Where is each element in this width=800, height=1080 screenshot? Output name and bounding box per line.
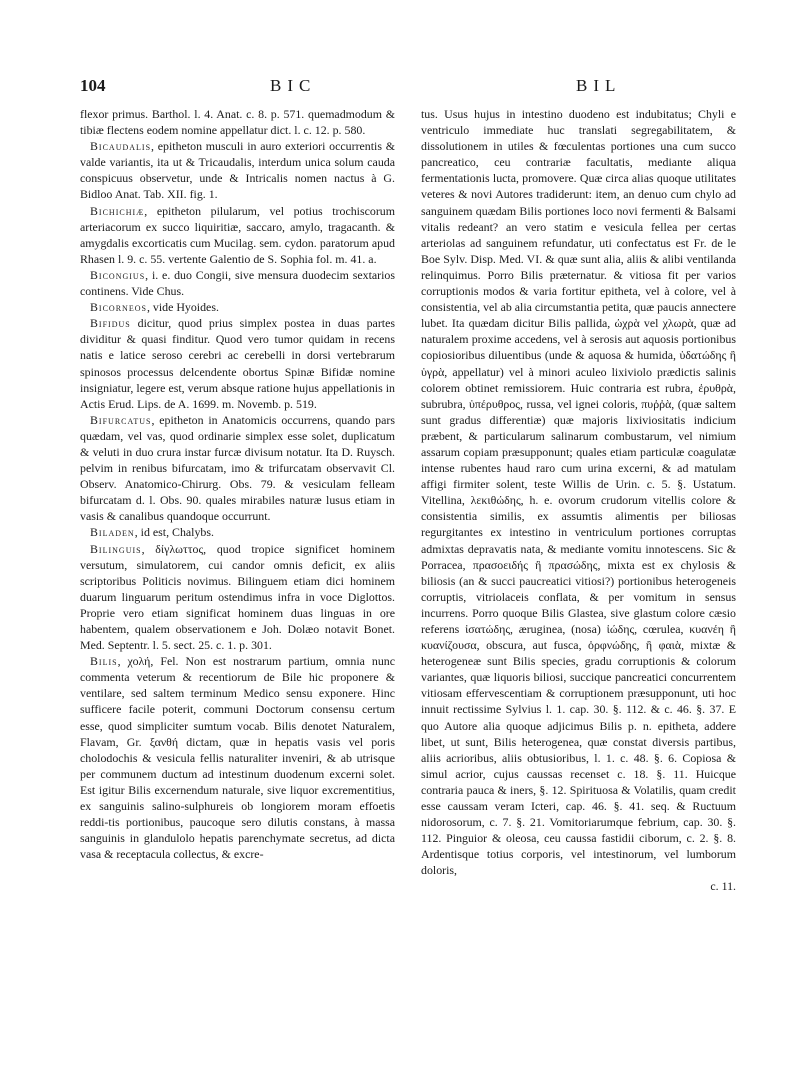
catchword: c. 11. bbox=[710, 878, 736, 893]
right-column bbox=[421, 106, 736, 879]
entry-text: , epitheton musculi in auro exteriori occurrentis & valde variantis, ita ut & Tricaudalis, interdum unica solum cauda conspicuus observetur, unde & Intricalis nomen nactus à G. Bidloo Anat. Tab. XII. fig. 1. bbox=[80, 139, 395, 202]
headword: Bichichiæ bbox=[90, 203, 145, 218]
entry-text: , i. e. duo Congii, sive mensura duodecim sextarios continens. Vide Chus. bbox=[80, 267, 395, 299]
entry-text: , epitheton pilularum, vel potius trochiscorum arteriacorum ex succo liquiritiæ, saccaro, amylo, tragacanth. & amygdalis excorticatis cum Mucilag. sem. cydon. paratorum apud Rhasen l. 9. c. 55. vertente Galentio de S. Sophia fol. m. 41. a. bbox=[80, 203, 395, 266]
left-column-entry bbox=[80, 524, 395, 540]
entry-text: , δίγλωττος, quod tropice significet hominem versutum, simulatorem, cui candor omnis deficit, ex aliis scriptoribus Politicis novimus. Bilinguem etiam dici hominem duarum linguarum peritum ostendimus infra in voce Diglottos. Proprie vero etiam significat hominem duas linguas in ore habentem, qualem observationem e Joh. Dolæo notavit Bonet. Med. Septentr. l. 5. sect. 25. c. 1. p. 301. bbox=[80, 541, 395, 653]
page-number: 104 bbox=[80, 76, 106, 95]
headword: Bilis bbox=[90, 654, 118, 669]
entry-text: , epitheton in Anatomicis occurrens, quando pars quædam, vel vas, quod ordinarie simplex esse solet, duplicatum & veluti in duo crura instar furcæ divisum notatur. Ita D. Ruysch. pelvim in renibus bifurcatam, imo & trifurcatam observavit Cl. Observ. Anatomico-Chirurg. Obs. 79. & vesiculam felleam bifurcatam d. l. Obs. 90. quales mirabiles naturæ lusus etiam in vasis & canalibus quandoque occurrunt. bbox=[80, 412, 395, 524]
headword: Bilinguis bbox=[90, 541, 142, 556]
entry-text: flexor primus. Barthol. l. 4. Anat. c. 8. p. 571. quemadmodum & tibiæ flectens eodem nomine appellatur dict. l. c. 12. p. 580. bbox=[80, 107, 395, 138]
left-column-entry bbox=[80, 412, 395, 525]
running-head-right: BIL bbox=[576, 76, 622, 95]
left-column-entry bbox=[80, 299, 395, 315]
right-column-entry bbox=[421, 106, 736, 879]
left-column bbox=[80, 106, 395, 879]
left-column-entry bbox=[80, 541, 395, 654]
left-column-entry bbox=[80, 203, 395, 267]
left-column-entry bbox=[80, 106, 395, 138]
running-head-left: BIC bbox=[270, 76, 317, 95]
entry-text: , id est, Chalybs. bbox=[134, 525, 214, 540]
headword: Bicongius bbox=[90, 267, 146, 282]
headword: Bifidus bbox=[90, 316, 131, 331]
headword: Biladen bbox=[90, 525, 135, 540]
text-columns bbox=[80, 106, 740, 879]
left-column-entry bbox=[80, 653, 395, 862]
headword: Bifurcatus bbox=[90, 412, 152, 427]
entry-text: dicitur, quod prius simplex postea in duas partes dividitur & quasi finditur. Quod vero tumor quidam in recens natis e latice seroso cerebri ac cerebelli in dorsi vertebrarum spinosos processus delcendente obortus Spinæ Bifidæ nomine insigniatur, legere est, verum absque ratione hujus appellationis in Actis Erud. Lips. de A. 1699. m. Novemb. p. 519. bbox=[80, 316, 395, 411]
entry-text: , χολή, Fel. Non est nostrarum partium, omnia nunc commenta veterum & recentiorum de Bile hic proponere & ventilare, sed saltem terminum Medico sensu exponere. Hinc sufficere facile poterit, communi Doctorum consensu certum esse, quod simpliciter sumtum vocab. Bilis denotet Naturalem, Flavam, Gr. ξανθή dictam, quæ in hepatis vasis vel poris cholodochis & vesicula fellis naturaliter inveniri, & ab utrisque per communem ductum ad intestinum duodenum excerni solet. Est igitur Bilis excernendum naturale, sive liquor excrementitius, ex sanguinis salino-sulphureis ob longiorem moram effoetis reddi-tis portionibus, paucoque sero dilutis constans, à massa sanguinis in glandulolo hepatis parenchymate secretus, ad dicta vasa & receptacula collectus, & excre- bbox=[80, 654, 395, 862]
entry-text: tus. Usus hujus in intestino duodeno est indubitatus; Chyli e ventriculo immediate huc translati segregabilitatem, & dissolutionem in utiles & fœculentas portiones una cum succo pancreatico, ceu contrariæ facultatis, mediante aliqua fermentationis lucta, promovere. Quæ circa alias quoque utilitates veteres & novi Autores tradiderunt: item, an denuo cum chylo ad sanguinem quædam Bilis portiones loco novi fermenti & Balsami vitalis redeant? an vero statim e vesicula fellea per certas arteriolas ad sanguinem refundatur, uti confectatus est Fr. de le Boe Sylv. Disp. Med. VI. & quæ sunt alia, aliis & alibi ventilanda relinquimus. Porro Bilis præternatur. & vitiosa fit per varios corruptionis modos & varia fortitur epitheta, vel à colore, vel à consistentia, vel ab alia circumstantia petita, quæ paucis annectere lubet. Ita quædam dicitur Bilis pallida, ὠχρὰ vel χλωρὰ, quæ ad naturalem proxime accedens, vel à serosis aut aquosis portionibus copiosioribus diluentibus (unde & aquosa & humida, ὑδατώδης ἢ ὑγρὰ, appellatur) vel à minori aculeo lixiviolo prædictis salinis colorem obtinet remissiorem. Huic contraria est rubra, ἐρυθρὰ, subrubra, ὑπέρυθρος, russa, vel ignei coloris, πυῤῥὰ, (quæ saltem sunt gradus differentiæ) quæ majoris lixiviositatis indicium præbent, & particularum salinarum combustarum, vel nimium assarum copiam præsupponunt; quales etiam particulæ coagulatæ intense rubentes haud raro cum urina excerni, & ad matulam affigi firmiter solent, teste Willis de Urin. c. 5. §. Ustatum. Vitellina, λεκιθώδης, h. e. ovorum crudorum vitellis colore & consistentia similis, ex assumtis alimentis per biliosas regurgitantes ex intestino in ventriculum portiones corruptas admixtas depravatis nata, & mediante vomitu innotescens. Sic & Porracea, πρασοειδής ἢ πρασώδης, mixta est ex chylosis & biliosis (an & succi paucreatici vitiosi?) portionibus heterogeneis corruptis, vitriolaceis conflata, & per vomitum in sensus incurrens. Porro quoque Bilis Glastea, sive glastum colore cæsio referens ἰσατώδης, æruginea, (nosa) ἰώδης, cœrulea, κυανέη ἢ κυανίζουσα, obscura, aut fusca, ὀρφνώδης, ἢ φαιὰ, mixtæ & heterogeneæ sunt Bilis species, gradu corruptionis & colorum variantes, quæ liquoris biliosi, succique pancreatici concurrentem vitiosam effervescentiam & corruptionem præsupponunt, uti hoc innuit rectissime Sylvius l. 1. cap. 30. §. 112. & c. 46. §. 37. E quo Autore alia quoque adjicimus Bilis p. n. epitheta, addere libet, ut sunt, Bilis heterogenea, quæ constat diversis partibus, aliis acrioribus, aliis obtusioribus, l. 1. c. 48. §. 6. Copiosa & simul acrior, cujus caussas recenset c. 18. §. 11. Huicque contraria pauca & iners, §. 12. Spirituosa & Volatilis, quam credit esse caussam veram Icteri, cap. 46. §. 41. seq. & Ructuum nidorosorum, c. 7. §. 21. Vomitoriarumque febrium, cap. 30. §. 112. Pinguior & oleosa, ceu caussa fastidii ciborum, c. 2. §. 8. Ardentisque totius corporis, vel intestinorum, vel lumborum doloris, bbox=[421, 107, 736, 878]
left-column-entry bbox=[80, 138, 395, 202]
page-header bbox=[80, 76, 740, 102]
left-column-entry bbox=[80, 267, 395, 299]
entry-text: , vide Hyoides. bbox=[146, 300, 219, 315]
headword: Bicaudalis bbox=[90, 139, 152, 154]
left-column-entry bbox=[80, 315, 395, 412]
headword: Bicorneos bbox=[90, 300, 147, 315]
